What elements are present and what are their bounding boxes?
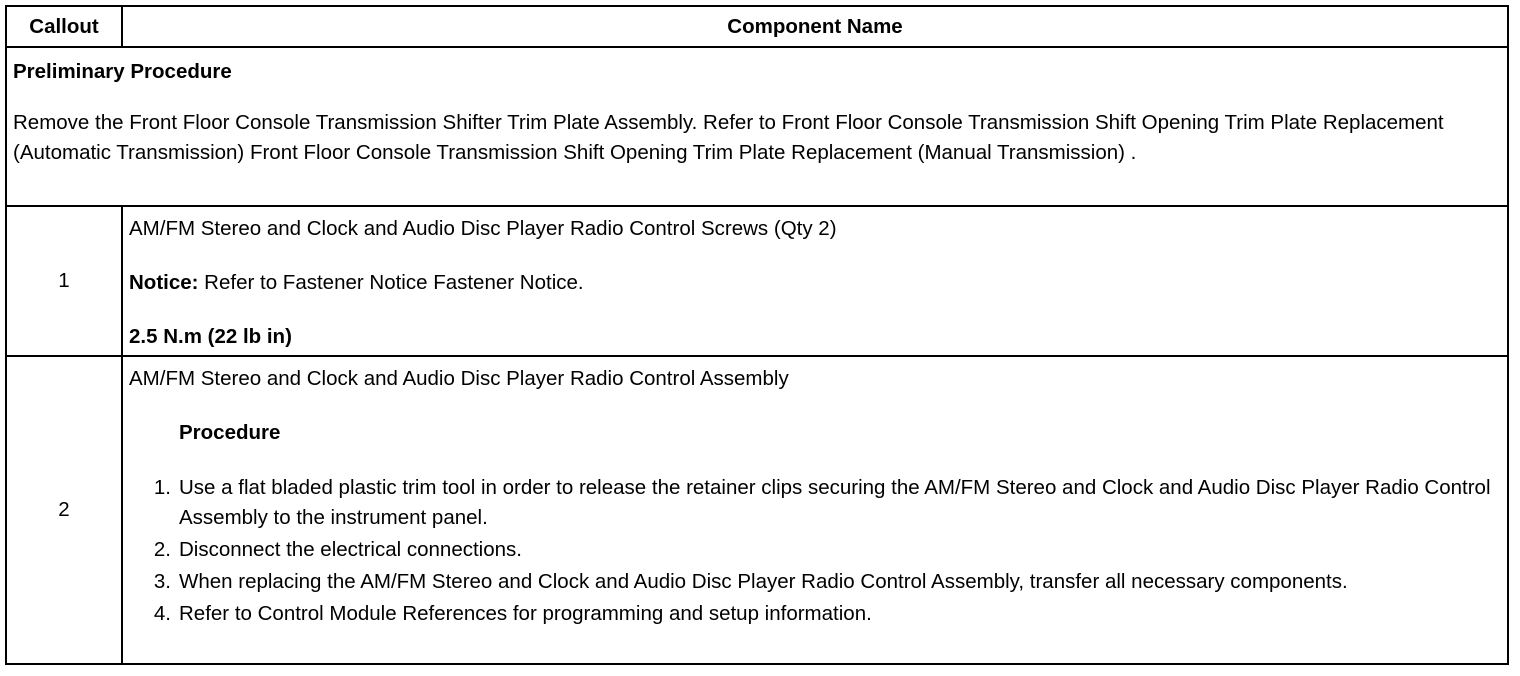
notice-text: Refer to Fastener Notice Fastener Notice. [198, 271, 584, 294]
component-cell [122, 356, 1508, 664]
table-row [6, 356, 1508, 664]
step-number: 2. [153, 538, 171, 561]
list-item [153, 535, 1501, 565]
step-number: 4. [153, 602, 171, 625]
list-item [153, 567, 1501, 597]
component-name-column-header: Component Name [122, 6, 1508, 47]
component-name: AM/FM Stereo and Clock and Audio Disc Player Radio Control Assembly [129, 367, 789, 390]
preliminary-row [6, 47, 1508, 206]
notice-label: Notice: [129, 271, 199, 294]
step-text: When replacing the AM/FM Stereo and Clock and Audio Disc Player Radio Control Assembly, transfer all necessary components. [179, 570, 1348, 593]
preliminary-cell [6, 47, 1508, 206]
preliminary-text: Remove the Front Floor Console Transmission Shifter Trim Plate Assembly. Refer to Front Floor Console Transmission Shift Opening Trim Plate Replacement (Automatic Transmission) Front Floor Console Transmission Shift Opening Trim Plate Replacement (Manual Transmission) . [13, 111, 1444, 164]
notice-line [129, 269, 1501, 297]
procedure-heading: Procedure [179, 421, 281, 444]
step-text: Disconnect the electrical connections. [179, 538, 522, 561]
step-number: 3. [153, 570, 171, 593]
callout-column-header: Callout [6, 6, 122, 47]
callout-number: 2 [6, 356, 122, 664]
step-text: Refer to Control Module References for programming and setup information. [179, 602, 872, 625]
torque-spec: 2.5 N.m (22 lb in) [129, 325, 292, 348]
component-cell [122, 206, 1508, 356]
procedure-steps [129, 473, 1501, 629]
list-item [153, 473, 1501, 533]
procedure-table [5, 5, 1509, 665]
step-number: 1. [153, 476, 171, 499]
callout-number: 1 [6, 206, 122, 356]
preliminary-title: Preliminary Procedure [13, 60, 232, 83]
list-item [153, 599, 1501, 629]
table-row [6, 206, 1508, 356]
component-name: AM/FM Stereo and Clock and Audio Disc Player Radio Control Screws (Qty 2) [129, 217, 837, 240]
step-text: Use a flat bladed plastic trim tool in order to release the retainer clips securing the AM/FM Stereo and Clock and Audio Disc Player Radio Control Assembly to the instrument panel. [179, 476, 1491, 529]
table-header-row [6, 6, 1508, 47]
